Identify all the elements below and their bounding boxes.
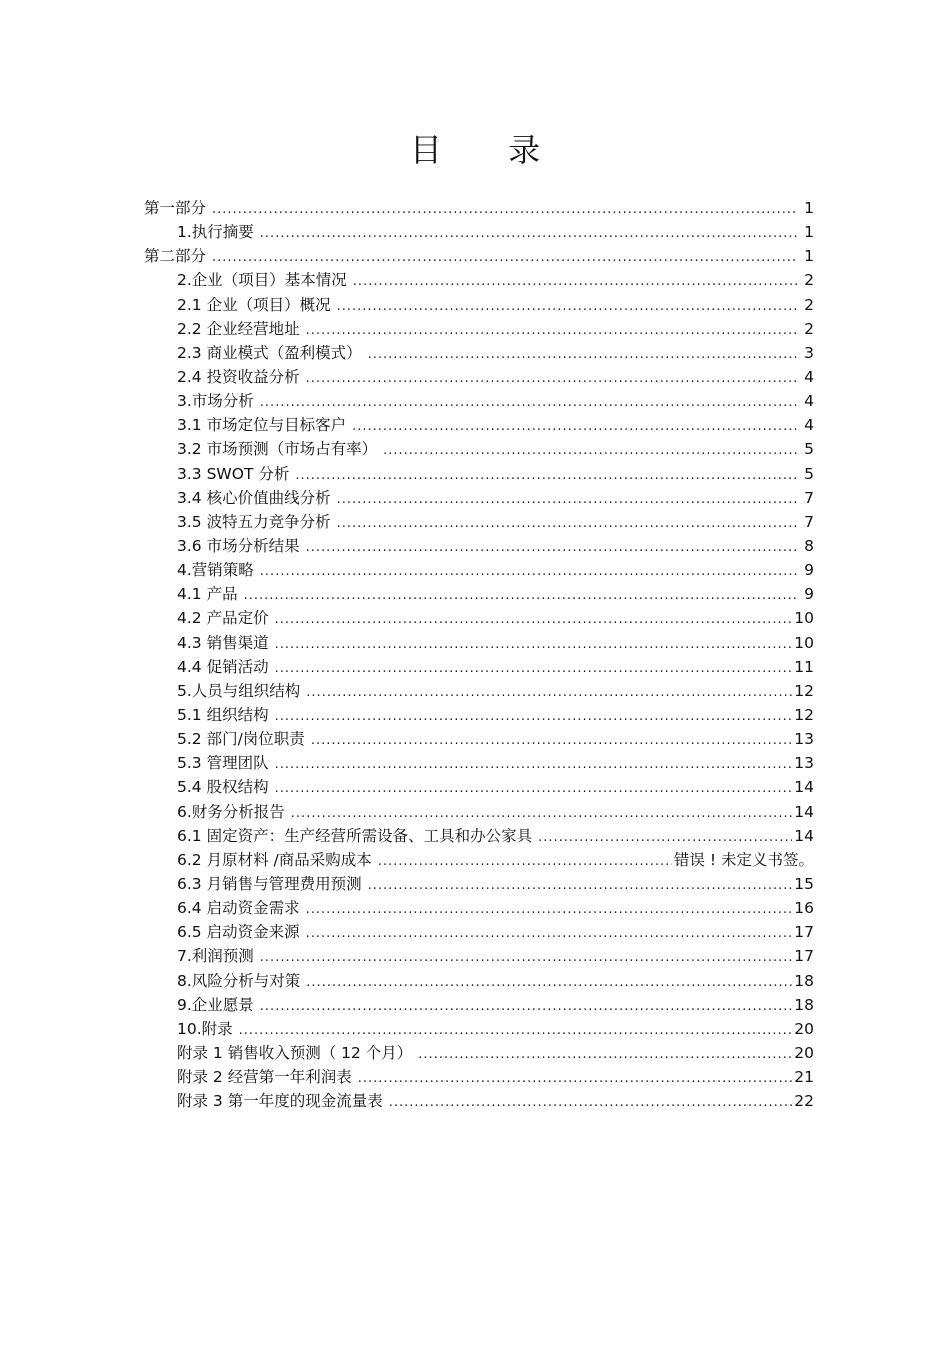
- toc-entry-page-number[interactable]: 4: [804, 367, 814, 386]
- dot-leader: [239, 1019, 793, 1043]
- toc-entry-label[interactable]: 附录 1 销售收入预测（ 12 个月）: [177, 1043, 413, 1062]
- toc-entry-page-number[interactable]: 9: [804, 561, 814, 580]
- toc-entry[interactable]: [144, 679, 814, 703]
- toc-entry-page-number[interactable]: 9: [804, 585, 814, 604]
- toc-entry[interactable]: [144, 944, 814, 968]
- toc-entry-label[interactable]: 3.市场分析: [177, 392, 254, 411]
- toc-entry-page-number[interactable]: 18: [794, 971, 814, 990]
- toc-entry-label[interactable]: 4.2 产品定价: [177, 609, 269, 628]
- toc-entry-page-number[interactable]: 13: [794, 730, 814, 749]
- toc-entry[interactable]: [144, 775, 814, 799]
- dot-leader: [538, 826, 792, 850]
- toc-entry-page-number[interactable]: 13: [794, 754, 814, 773]
- toc-entry[interactable]: [144, 800, 814, 824]
- dot-leader: [389, 1091, 793, 1115]
- toc-entry-label[interactable]: 3.4 核心价值曲线分析: [177, 488, 331, 507]
- toc-entry-label[interactable]: 10.附录: [177, 1019, 233, 1038]
- toc-entry-label[interactable]: 2.1 企业（项目）概况: [177, 295, 331, 314]
- toc-entry-page-number[interactable]: 5: [804, 440, 814, 459]
- toc-entry-label[interactable]: 5.3 管理团队: [177, 754, 269, 773]
- toc-entry[interactable]: [144, 220, 814, 244]
- toc-entry-label[interactable]: 4.3 销售渠道: [177, 633, 269, 652]
- toc-entry[interactable]: [144, 1041, 814, 1065]
- toc-entry-page-number[interactable]: 11: [794, 657, 814, 676]
- toc-entry-label[interactable]: 6.5 启动资金来源: [177, 923, 300, 942]
- toc-entry[interactable]: [144, 1017, 814, 1041]
- dot-leader: [306, 681, 792, 705]
- dot-leader: [275, 633, 793, 657]
- toc-entry[interactable]: [144, 582, 814, 606]
- toc-entry-label[interactable]: 2.3 商业模式（盈利模式）: [177, 343, 362, 362]
- dot-leader: [275, 608, 793, 632]
- toc-entry-page-number[interactable]: 20: [794, 1043, 814, 1062]
- dot-leader: [306, 367, 798, 391]
- toc-entry[interactable]: [144, 872, 814, 896]
- toc-entry[interactable]: [144, 462, 814, 486]
- toc-entry-label[interactable]: 2.2 企业经营地址: [177, 319, 300, 338]
- dot-leader: [368, 343, 798, 367]
- dot-leader: [383, 439, 798, 463]
- toc-entry-label[interactable]: 9.企业愿景: [177, 995, 254, 1014]
- toc-entry[interactable]: [144, 993, 814, 1017]
- dot-leader: [291, 802, 792, 826]
- toc-entry-page-number[interactable]: 4: [804, 392, 814, 411]
- dot-leader: [260, 222, 798, 246]
- toc-entry-page-number[interactable]: 1: [804, 247, 814, 266]
- toc-entry-page-number[interactable]: 7: [804, 512, 814, 531]
- toc-entry[interactable]: [144, 751, 814, 775]
- toc-entry-label[interactable]: 4.4 促销活动: [177, 657, 269, 676]
- toc-entry-label[interactable]: 4.1 产品: [177, 585, 238, 604]
- dot-leader: [295, 464, 798, 488]
- dot-leader: [337, 512, 798, 536]
- dot-leader: [260, 391, 798, 415]
- toc-entry-label[interactable]: 3.1 市场定位与目标客户: [177, 416, 347, 435]
- dot-leader: [353, 270, 798, 294]
- toc-entry[interactable]: [144, 1065, 814, 1089]
- toc-entry-page-number[interactable]: 2: [804, 319, 814, 338]
- toc-entry-label[interactable]: 附录 3 第一年度的现金流量表: [177, 1092, 383, 1111]
- toc-entry-page-number[interactable]: 2: [804, 295, 814, 314]
- dot-leader: [306, 922, 793, 946]
- toc-entry-page-number[interactable]: 14: [794, 778, 814, 797]
- toc-entry-page-number[interactable]: 16: [794, 899, 814, 918]
- toc-entry-page-number[interactable]: 1: [804, 199, 814, 217]
- dot-leader: [306, 971, 792, 995]
- dot-leader: [358, 1067, 793, 1091]
- toc-entry-page-number[interactable]: 10: [794, 633, 814, 652]
- dot-leader: [275, 777, 793, 801]
- toc-entry-label[interactable]: 6.1 固定资产：生产经营所需设备、工具和办公家具: [177, 826, 533, 845]
- toc-entry-label[interactable]: 2.4 投资收益分析: [177, 367, 300, 386]
- dot-leader: [337, 295, 798, 319]
- toc-entry-page-number[interactable]: 18: [794, 995, 814, 1014]
- toc-entry[interactable]: [144, 341, 814, 365]
- toc-entry[interactable]: [144, 317, 814, 341]
- dot-leader: [306, 536, 798, 560]
- toc-entry[interactable]: [144, 268, 814, 292]
- dot-leader: [212, 246, 798, 270]
- toc-entry-label[interactable]: 5.2 部门/岗位职责: [177, 730, 305, 749]
- toc-entry-label[interactable]: 3.3 SWOT 分析: [177, 464, 290, 483]
- toc-entry-page-number[interactable]: 错误 ! 未定义书签。: [673, 850, 814, 869]
- toc-entry-label[interactable]: 第一部分: [144, 199, 207, 217]
- toc-entry-page-number[interactable]: 20: [794, 1019, 814, 1038]
- toc-entry-label[interactable]: 5.4 股权结构: [177, 778, 269, 797]
- toc-entry-label[interactable]: 6.4 启动资金需求: [177, 899, 300, 918]
- dot-leader: [212, 198, 798, 222]
- toc-entry-page-number[interactable]: 15: [794, 874, 814, 893]
- dot-leader: [260, 995, 792, 1019]
- toc-entry[interactable]: [144, 389, 814, 413]
- toc-entry-page-number[interactable]: 3: [804, 343, 814, 362]
- page-title: 目 录: [409, 131, 569, 169]
- toc-entry-page-number[interactable]: 21: [794, 1068, 814, 1087]
- toc-entry[interactable]: [144, 969, 814, 993]
- toc-entry-page-number[interactable]: 4: [804, 416, 814, 435]
- table-of-contents: [144, 196, 814, 1113]
- toc-entry-label[interactable]: 附录 2 经营第一年利润表: [177, 1068, 352, 1087]
- toc-entry[interactable]: [144, 196, 814, 220]
- toc-entry-label[interactable]: 7.利润预测: [177, 947, 254, 966]
- toc-entry[interactable]: [144, 365, 814, 389]
- toc-entry-page-number[interactable]: 1: [804, 223, 814, 242]
- toc-entry-page-number[interactable]: 12: [794, 705, 814, 724]
- toc-entry[interactable]: [144, 1089, 814, 1113]
- toc-entry-page-number[interactable]: 17: [794, 923, 814, 942]
- toc-entry-label[interactable]: 6.3 月销售与管理费用预测: [177, 874, 362, 893]
- toc-entry-label[interactable]: 3.5 波特五力竞争分析: [177, 512, 331, 531]
- dot-leader: [260, 560, 798, 584]
- toc-entry[interactable]: [144, 920, 814, 944]
- toc-entry[interactable]: [144, 703, 814, 727]
- toc-entry-label[interactable]: 3.6 市场分析结果: [177, 536, 300, 555]
- dot-leader: [337, 488, 798, 512]
- dot-leader: [275, 657, 793, 681]
- toc-entry-page-number[interactable]: 14: [794, 802, 814, 821]
- toc-entry[interactable]: [144, 558, 814, 582]
- toc-entry[interactable]: [144, 896, 814, 920]
- dot-leader: [352, 415, 798, 439]
- toc-entry[interactable]: [144, 655, 814, 679]
- toc-entry[interactable]: [144, 486, 814, 510]
- toc-entry[interactable]: [144, 293, 814, 317]
- toc-entry-page-number[interactable]: 10: [794, 609, 814, 628]
- dot-leader: [244, 584, 798, 608]
- dot-leader: [311, 729, 792, 753]
- toc-entry-page-number[interactable]: 14: [794, 826, 814, 845]
- toc-entry-page-number[interactable]: 8: [804, 536, 814, 555]
- toc-entry[interactable]: [144, 437, 814, 461]
- toc-entry[interactable]: [144, 848, 814, 872]
- toc-entry[interactable]: [144, 606, 814, 630]
- dot-leader: [306, 898, 793, 922]
- dot-leader: [275, 753, 793, 777]
- dot-leader: [368, 874, 793, 898]
- toc-entry-label[interactable]: 6.财务分析报告: [177, 802, 285, 821]
- toc-entry-page-number[interactable]: 5: [804, 464, 814, 483]
- toc-entry-label[interactable]: 5.人员与组织结构: [177, 681, 301, 700]
- dot-leader: [260, 946, 792, 970]
- toc-entry-label[interactable]: 4.营销策略: [177, 561, 254, 580]
- toc-entry-page-number[interactable]: 7: [804, 488, 814, 507]
- toc-entry-label[interactable]: 第二部分: [144, 247, 207, 266]
- toc-entry-page-number[interactable]: 12: [794, 681, 814, 700]
- toc-entry-label[interactable]: 2.企业（项目）基本情况: [177, 271, 347, 290]
- dot-leader: [378, 850, 672, 874]
- toc-entry-label[interactable]: 6.2 月原材料 /商品采购成本: [177, 850, 372, 869]
- toc-entry[interactable]: [144, 510, 814, 534]
- toc-entry-page-number[interactable]: 17: [794, 947, 814, 966]
- toc-entry-page-number[interactable]: 22: [794, 1092, 814, 1111]
- toc-entry-label[interactable]: 3.2 市场预测（市场占有率）: [177, 440, 378, 459]
- dot-leader: [275, 705, 793, 729]
- toc-entry-label[interactable]: 5.1 组织结构: [177, 705, 269, 724]
- toc-entry[interactable]: [144, 534, 814, 558]
- toc-entry-label[interactable]: 1.执行摘要: [177, 223, 254, 242]
- toc-entry[interactable]: [144, 631, 814, 655]
- toc-entry[interactable]: [144, 244, 814, 268]
- toc-entry[interactable]: [144, 413, 814, 437]
- toc-entry-label[interactable]: 8.风险分析与对策: [177, 971, 301, 990]
- toc-entry-page-number[interactable]: 2: [804, 271, 814, 290]
- dot-leader: [306, 319, 798, 343]
- toc-entry[interactable]: [144, 824, 814, 848]
- dot-leader: [418, 1043, 792, 1067]
- toc-entry[interactable]: [144, 727, 814, 751]
